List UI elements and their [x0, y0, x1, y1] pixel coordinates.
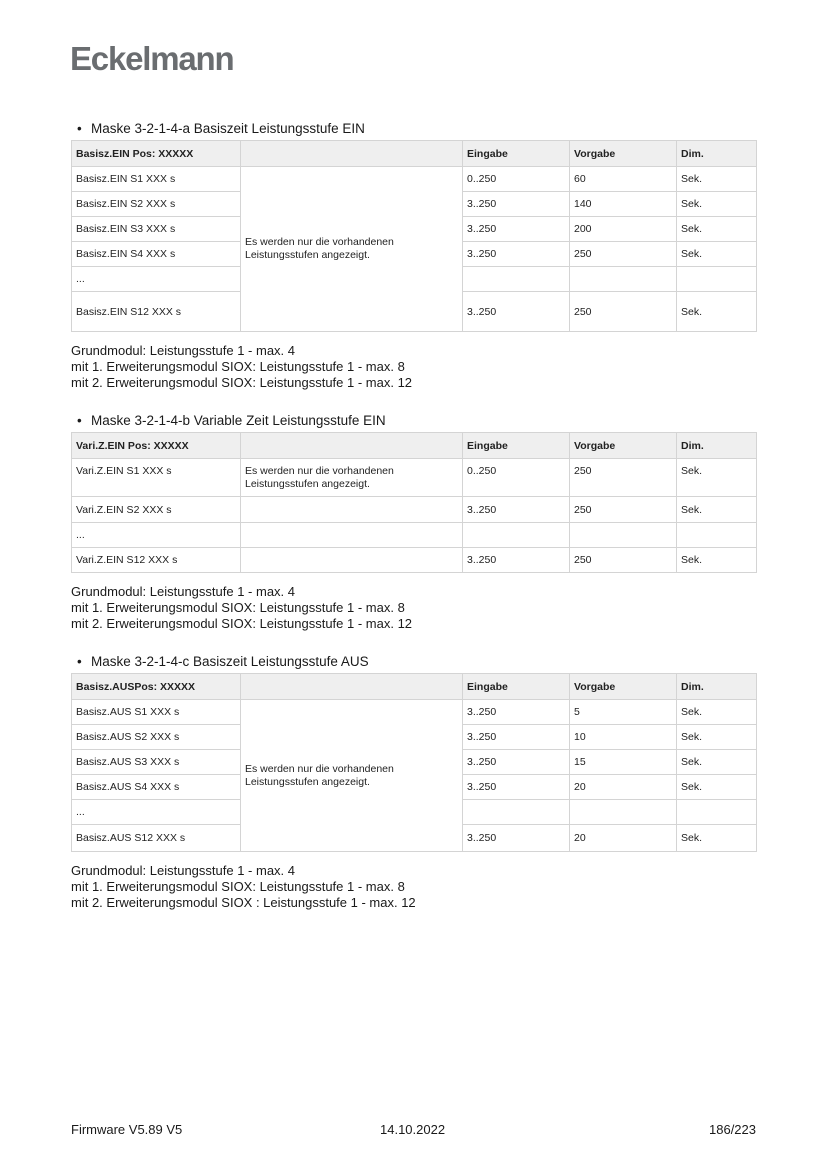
vorgabe-cell: 250 — [570, 497, 677, 523]
table-header-row — [72, 674, 757, 700]
module-notes — [71, 863, 756, 911]
header-cell: Eingabe — [463, 674, 570, 700]
header-cell: Vorgabe — [570, 433, 677, 459]
parameter-cell: Basisz.AUS S4 XXX s — [72, 775, 241, 800]
note-line: mit 1. Erweiterungsmodul SIOX: Leistungsstufe 1 - max. 8 — [71, 600, 405, 615]
parameter-cell: Vari.Z.EIN S12 XXX s — [72, 548, 241, 573]
vorgabe-cell: 10 — [570, 725, 677, 750]
eingabe-cell: 3..250 — [463, 725, 570, 750]
eckelmann-logo: Eckelmann — [70, 40, 234, 77]
header-cell: Vorgabe — [570, 674, 677, 700]
dim-cell: Sek. — [677, 548, 757, 573]
module-notes — [71, 584, 756, 632]
eingabe-cell: 3..250 — [463, 548, 570, 573]
section-variable-zeit-ein — [71, 413, 756, 632]
eingabe-cell — [463, 267, 570, 292]
parameter-cell: Basisz.AUS S12 XXX s — [72, 825, 241, 852]
section-basiszeit-aus — [71, 654, 756, 911]
eingabe-cell: 3..250 — [463, 217, 570, 242]
parameter-cell: Basisz.EIN S4 XXX s — [72, 242, 241, 267]
dim-cell: Sek. — [677, 217, 757, 242]
description-cell-empty — [241, 497, 463, 523]
vorgabe-cell: 5 — [570, 700, 677, 725]
parameter-table — [71, 432, 757, 573]
vorgabe-cell: 140 — [570, 192, 677, 217]
dim-cell — [677, 523, 757, 548]
table-row — [72, 167, 757, 192]
note-line: mit 1. Erweiterungsmodul SIOX: Leistungsstufe 1 - max. 8 — [71, 359, 405, 374]
section-title-text: Maske 3-2-1-4-c Basiszeit Leistungsstufe AUS — [91, 654, 369, 669]
header-cell — [241, 433, 463, 459]
header-cell: Eingabe — [463, 141, 570, 167]
note-line: mit 2. Erweiterungsmodul SIOX : Leistungsstufe 1 - max. 12 — [71, 895, 416, 910]
dim-cell — [677, 267, 757, 292]
dim-cell: Sek. — [677, 750, 757, 775]
vorgabe-cell: 250 — [570, 548, 677, 573]
parameter-cell: Basisz.AUS S1 XXX s — [72, 700, 241, 725]
dim-cell: Sek. — [677, 192, 757, 217]
note-line: Grundmodul: Leistungsstufe 1 - max. 4 — [71, 863, 296, 878]
note-line: mit 1. Erweiterungsmodul SIOX: Leistungsstufe 1 - max. 8 — [71, 879, 405, 894]
module-notes — [71, 343, 756, 391]
dim-cell: Sek. — [677, 725, 757, 750]
parameter-table — [71, 673, 757, 852]
table-header-row — [72, 433, 757, 459]
header-cell: Vorgabe — [570, 141, 677, 167]
header-cell — [241, 141, 463, 167]
eingabe-cell: 3..250 — [463, 750, 570, 775]
eingabe-cell — [463, 800, 570, 825]
parameter-cell: Vari.Z.EIN S1 XXX s — [72, 459, 241, 497]
note-line: mit 2. Erweiterungsmodul SIOX: Leistungsstufe 1 - max. 12 — [71, 375, 413, 390]
table-row — [72, 700, 757, 725]
note-line: Grundmodul: Leistungsstufe 1 - max. 4 — [71, 343, 296, 358]
eingabe-cell: 3..250 — [463, 825, 570, 852]
eingabe-cell: 3..250 — [463, 775, 570, 800]
header-cell: Basisz.EIN Pos: XXXXX — [72, 141, 241, 167]
parameter-cell: Basisz.AUS S3 XXX s — [72, 750, 241, 775]
section-title-text: Maske 3-2-1-4-a Basiszeit Leistungsstufe EIN — [91, 121, 365, 136]
eingabe-cell: 0..250 — [463, 167, 570, 192]
dim-cell — [677, 800, 757, 825]
eingabe-cell: 3..250 — [463, 292, 570, 332]
dim-cell: Sek. — [677, 775, 757, 800]
table-row — [72, 548, 757, 573]
eingabe-cell: 3..250 — [463, 242, 570, 267]
dim-cell: Sek. — [677, 497, 757, 523]
vorgabe-cell: 250 — [570, 292, 677, 332]
eingabe-cell: 3..250 — [463, 497, 570, 523]
table-row — [72, 459, 757, 497]
eingabe-cell — [463, 523, 570, 548]
vorgabe-cell: 20 — [570, 775, 677, 800]
vorgabe-cell: 60 — [570, 167, 677, 192]
section-title: • Maske 3-2-1-4-a Basiszeit Leistungsstufe EIN — [77, 121, 365, 136]
parameter-cell: ... — [72, 800, 241, 825]
section-title: • Maske 3-2-1-4-b Variable Zeit Leistungsstufe EIN — [77, 413, 386, 428]
footer-page-number: 186/223 — [709, 1122, 756, 1137]
dim-cell: Sek. — [677, 242, 757, 267]
description-cell: Es werden nur die vorhandenen Leistungsstufen angezeigt. — [241, 700, 463, 852]
header-cell: Eingabe — [463, 433, 570, 459]
header-cell — [241, 674, 463, 700]
parameter-cell: Basisz.AUS S2 XXX s — [72, 725, 241, 750]
footer-firmware-version: Firmware V5.89 V5 — [71, 1122, 183, 1137]
note-line: Grundmodul: Leistungsstufe 1 - max. 4 — [71, 584, 296, 599]
parameter-cell: Basisz.EIN S3 XXX s — [72, 217, 241, 242]
dim-cell: Sek. — [677, 167, 757, 192]
header-cell: Vari.Z.EIN Pos: XXXXX — [72, 433, 241, 459]
footer-date: 14.10.2022 — [380, 1122, 446, 1137]
table-row — [72, 523, 757, 548]
vorgabe-cell: 15 — [570, 750, 677, 775]
dim-cell: Sek. — [677, 292, 757, 332]
vorgabe-cell — [570, 800, 677, 825]
parameter-cell: ... — [72, 267, 241, 292]
parameter-cell: Basisz.EIN S12 XXX s — [72, 292, 241, 332]
dim-cell: Sek. — [677, 825, 757, 852]
eingabe-cell: 3..250 — [463, 192, 570, 217]
section-title-text: Maske 3-2-1-4-b Variable Zeit Leistungsstufe EIN — [91, 413, 386, 428]
description-cell-empty — [241, 523, 463, 548]
table-row — [72, 497, 757, 523]
header-cell: Basisz.AUSPos: XXXXX — [72, 674, 241, 700]
vorgabe-cell: 200 — [570, 217, 677, 242]
description-cell-empty — [241, 548, 463, 573]
parameter-cell: Vari.Z.EIN S2 XXX s — [72, 497, 241, 523]
vorgabe-cell: 250 — [570, 459, 677, 497]
note-line: mit 2. Erweiterungsmodul SIOX: Leistungsstufe 1 - max. 12 — [71, 616, 413, 631]
parameter-cell: Basisz.EIN S2 XXX s — [72, 192, 241, 217]
section-basiszeit-ein — [71, 121, 756, 391]
parameter-cell: Basisz.EIN S1 XXX s — [72, 167, 241, 192]
vorgabe-cell: 20 — [570, 825, 677, 852]
header-cell: Dim. — [677, 674, 757, 700]
header-cell: Dim. — [677, 141, 757, 167]
table-header-row — [72, 141, 757, 167]
parameter-table — [71, 140, 757, 332]
description-cell: Es werden nur die vorhandenen Leistungsstufen angezeigt. — [241, 167, 463, 332]
eingabe-cell: 3..250 — [463, 700, 570, 725]
parameter-cell: ... — [72, 523, 241, 548]
description-cell: Es werden nur die vorhandenen Leistungsstufen angezeigt. — [241, 459, 463, 497]
vorgabe-cell — [570, 267, 677, 292]
header-cell: Dim. — [677, 433, 757, 459]
dim-cell: Sek. — [677, 700, 757, 725]
dim-cell: Sek. — [677, 459, 757, 497]
vorgabe-cell — [570, 523, 677, 548]
vorgabe-cell: 250 — [570, 242, 677, 267]
eingabe-cell: 0..250 — [463, 459, 570, 497]
section-title: • Maske 3-2-1-4-c Basiszeit Leistungsstufe AUS — [77, 654, 369, 669]
